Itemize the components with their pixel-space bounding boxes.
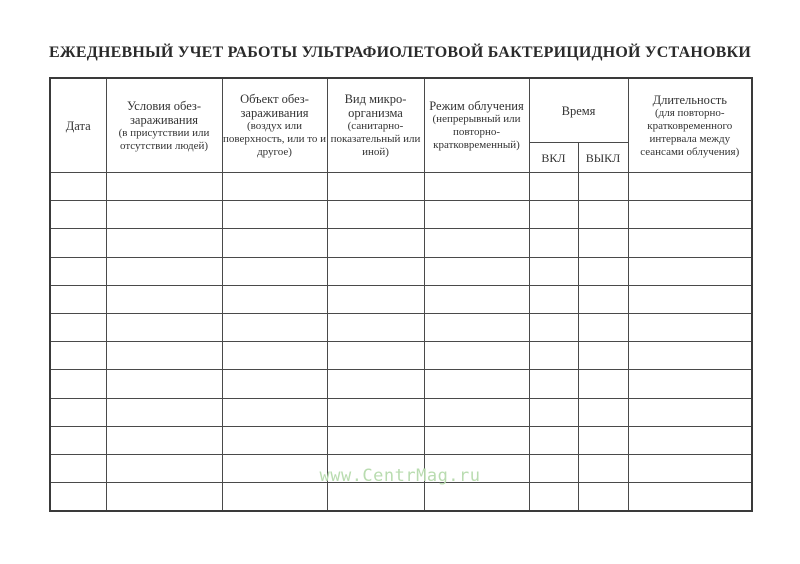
cell-time-off[interactable] <box>578 313 628 341</box>
cell-date[interactable] <box>50 342 106 370</box>
cell-mode[interactable] <box>424 483 529 512</box>
cell-time-off[interactable] <box>578 229 628 257</box>
cell-time-on[interactable] <box>529 483 578 512</box>
cell-microorganism[interactable] <box>327 285 424 313</box>
table-row <box>50 257 752 285</box>
header-mode: Режим облучения (непрерывный или повторно-кратковременный) <box>424 78 529 173</box>
cell-object[interactable] <box>222 229 327 257</box>
cell-object[interactable] <box>222 342 327 370</box>
cell-conditions[interactable] <box>106 173 222 201</box>
cell-date[interactable] <box>50 426 106 454</box>
cell-microorganism[interactable] <box>327 483 424 512</box>
cell-microorganism[interactable] <box>327 173 424 201</box>
cell-time-off[interactable] <box>578 398 628 426</box>
cell-time-on[interactable] <box>529 313 578 341</box>
cell-date[interactable] <box>50 313 106 341</box>
table-row <box>50 173 752 201</box>
cell-duration[interactable] <box>628 285 752 313</box>
cell-date[interactable] <box>50 285 106 313</box>
cell-conditions[interactable] <box>106 229 222 257</box>
cell-microorganism[interactable] <box>327 257 424 285</box>
cell-object[interactable] <box>222 285 327 313</box>
cell-conditions[interactable] <box>106 257 222 285</box>
cell-time-on[interactable] <box>529 257 578 285</box>
cell-conditions[interactable] <box>106 483 222 512</box>
table-row <box>50 229 752 257</box>
cell-time-on[interactable] <box>529 173 578 201</box>
cell-time-off[interactable] <box>578 173 628 201</box>
cell-date[interactable] <box>50 229 106 257</box>
cell-microorganism[interactable] <box>327 342 424 370</box>
cell-time-on[interactable] <box>529 285 578 313</box>
cell-mode[interactable] <box>424 173 529 201</box>
table-row <box>50 370 752 398</box>
cell-time-off[interactable] <box>578 285 628 313</box>
cell-time-off[interactable] <box>578 257 628 285</box>
header-time-off: ВЫКЛ <box>578 143 628 173</box>
cell-mode[interactable] <box>424 313 529 341</box>
cell-mode[interactable] <box>424 201 529 229</box>
header-object: Объект обез- зараживания (воздух или поверхность, или то и другое) <box>222 78 327 173</box>
cell-mode[interactable] <box>424 285 529 313</box>
cell-microorganism[interactable] <box>327 426 424 454</box>
cell-conditions[interactable] <box>106 398 222 426</box>
cell-object[interactable] <box>222 173 327 201</box>
cell-time-off[interactable] <box>578 483 628 512</box>
cell-date[interactable] <box>50 257 106 285</box>
table-row <box>50 426 752 454</box>
cell-time-on[interactable] <box>529 201 578 229</box>
cell-time-off[interactable] <box>578 370 628 398</box>
cell-conditions[interactable] <box>106 426 222 454</box>
cell-duration[interactable] <box>628 173 752 201</box>
cell-object[interactable] <box>222 257 327 285</box>
cell-time-on[interactable] <box>529 426 578 454</box>
table-row <box>50 342 752 370</box>
cell-date[interactable] <box>50 398 106 426</box>
cell-mode[interactable] <box>424 370 529 398</box>
cell-mode[interactable] <box>424 229 529 257</box>
cell-microorganism[interactable] <box>327 370 424 398</box>
table-row <box>50 201 752 229</box>
header-conditions: Условия обез- зараживания (в присутствии или отсутствии людей) <box>106 78 222 173</box>
cell-conditions[interactable] <box>106 342 222 370</box>
cell-mode[interactable] <box>424 426 529 454</box>
cell-object[interactable] <box>222 483 327 512</box>
cell-conditions[interactable] <box>106 201 222 229</box>
cell-duration[interactable] <box>628 426 752 454</box>
cell-object[interactable] <box>222 370 327 398</box>
header-time-on: ВКЛ <box>529 143 578 173</box>
cell-object[interactable] <box>222 313 327 341</box>
cell-duration[interactable] <box>628 229 752 257</box>
cell-time-on[interactable] <box>529 398 578 426</box>
uv-log-table <box>49 77 753 512</box>
cell-microorganism[interactable] <box>327 313 424 341</box>
cell-mode[interactable] <box>424 342 529 370</box>
cell-time-off[interactable] <box>578 426 628 454</box>
cell-duration[interactable] <box>628 342 752 370</box>
cell-duration[interactable] <box>628 201 752 229</box>
cell-time-off[interactable] <box>578 201 628 229</box>
cell-microorganism[interactable] <box>327 201 424 229</box>
table-row <box>50 398 752 426</box>
header-duration: Длительность (для повторно-кратковременного интервала между сеансами облучения) <box>628 78 752 173</box>
cell-object[interactable] <box>222 201 327 229</box>
cell-time-on[interactable] <box>529 370 578 398</box>
table-row <box>50 483 752 512</box>
table-row <box>50 285 752 313</box>
form-title: ЕЖЕДНЕВНЫЙ УЧЕТ РАБОТЫ УЛЬТРАФИОЛЕТОВОЙ БАКТЕРИЦИДНОЙ УСТАНОВКИ <box>49 44 751 61</box>
cell-date[interactable] <box>50 201 106 229</box>
cell-duration[interactable] <box>628 313 752 341</box>
table-body <box>50 173 752 512</box>
watermark: www.CentrMag.ru <box>319 466 481 486</box>
header-microorganism: Вид микро- организма (санитарно-показательный или иной) <box>327 78 424 173</box>
cell-mode[interactable] <box>424 257 529 285</box>
cell-duration[interactable] <box>628 483 752 512</box>
cell-mode[interactable] <box>424 398 529 426</box>
cell-conditions[interactable] <box>106 313 222 341</box>
cell-conditions[interactable] <box>106 285 222 313</box>
header-date: Дата <box>50 78 106 173</box>
cell-conditions[interactable] <box>106 370 222 398</box>
table-row <box>50 313 752 341</box>
cell-object[interactable] <box>222 426 327 454</box>
cell-time-off[interactable] <box>578 342 628 370</box>
cell-date[interactable] <box>50 370 106 398</box>
cell-microorganism[interactable] <box>327 229 424 257</box>
cell-microorganism[interactable] <box>327 398 424 426</box>
cell-date[interactable] <box>50 173 106 201</box>
cell-date[interactable] <box>50 483 106 512</box>
cell-object[interactable] <box>222 398 327 426</box>
cell-duration[interactable] <box>628 257 752 285</box>
cell-time-on[interactable] <box>529 229 578 257</box>
cell-duration[interactable] <box>628 398 752 426</box>
cell-time-on[interactable] <box>529 342 578 370</box>
header-time: Время <box>529 78 628 143</box>
cell-duration[interactable] <box>628 370 752 398</box>
